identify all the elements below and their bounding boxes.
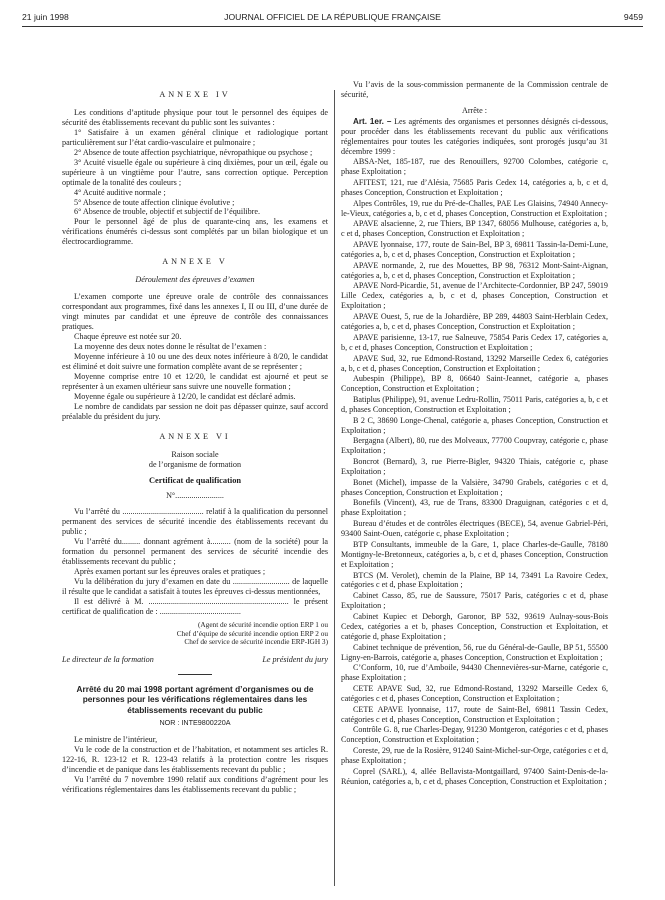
certificate-number: N°........................ xyxy=(166,491,224,501)
arrete-body xyxy=(62,735,328,795)
company-name-label: Raison sociale xyxy=(171,449,219,459)
list-item: Cabinet Casso, 85, rue de Saussure, 75017 Paris, catégories c et d, phase Exploitation ; xyxy=(341,591,608,611)
right-column xyxy=(341,80,608,788)
option-line: (Agent de sécurité incendie option ERP 1 ou xyxy=(197,619,328,629)
paragraph: Vu l’avis de la sous-commission permanente de la Commission centrale de sécurité, xyxy=(341,80,608,99)
paragraph: 4° Acuité auditive normale ; xyxy=(74,187,166,197)
certificate-title: Certificat de qualification xyxy=(148,476,242,486)
paragraph: 2° Absence de toute affection psychiatrique, névropathique ou psychose ; xyxy=(74,147,313,157)
list-item: Alpes Contrôles, 19, rue du Pré-de-Challes, PAE Les Glaisins, 74940 Annecy-le-Vieux, catégories a, b, c et d, phases Conception, Construction et Exploitation ; xyxy=(341,198,608,218)
list-item: B 2 C, 38690 Longe-Chenal, catégorie a, phases Conception, Construction et Exploitation ; xyxy=(341,415,608,435)
paragraph: Le nombre de candidats par session ne doit pas dépasser quinze, sauf accord préalable du président du jury. xyxy=(62,401,328,421)
paragraph: Moyenne inférieure à 10 ou une des deux notes inférieure à 8/20, le candidat est éliminé et doit suivre une formation complète avant de se représenter ; xyxy=(62,351,328,371)
certificate-body xyxy=(62,507,328,616)
certificate-options xyxy=(62,621,328,647)
arrete-title: Arrêté du 20 mai 1998 portant agrément d’organismes ou de personnes pour les vérifications réglementaires dans les établissements recevant du public xyxy=(76,684,314,715)
paragraph: 6° Absence de trouble, objectif et subjectif de l’équilibre. xyxy=(74,207,260,217)
header-rule xyxy=(22,26,643,27)
section-separator xyxy=(178,674,212,675)
list-item: BTCS (M. Verolet), chemin de la Plaine, BP 14, 73491 La Ravoire Cedex, catégories c et d, phase Exploitation ; xyxy=(341,570,608,590)
paragraph: Le ministre de l’intérieur, xyxy=(74,734,158,744)
signature-director: Le directeur de la formation xyxy=(62,655,154,665)
list-item: APAVE normande, 2, rue des Mouettes, BP 98, 76312 Mont-Saint-Aignan, catégories a, b, c et d, phases Conception, Construction et Exploitation ; xyxy=(341,260,608,280)
paragraph: 5° Absence de toute affection clinique évolutive ; xyxy=(74,197,235,207)
paragraph: Vu la délibération du jury d’examen en date du ............................ de laquelle il résulte que le candidat a satisfait à toutes les épreuves ci-dessus mentionnées, xyxy=(62,577,328,596)
annex-4-body xyxy=(62,108,328,247)
paragraph: Il est délivré à M. ..................................................................... le présent certificat de qualification de : ........................................ xyxy=(62,596,328,616)
list-item: Bonefils (Vincent), 43, rue de Trans, 83300 Draguignan, catégories c et d, phase Exploitation ; xyxy=(341,498,608,518)
article-1 xyxy=(341,117,608,157)
article-label: Art. 1er. – xyxy=(353,116,392,126)
list-item: CETE APAVE Sud, 32, rue Edmond-Rostand, 13292 Marseille Cedex 6, catégories c et d, phases Conception, Construction et Exploitation ; xyxy=(341,684,608,703)
list-item: BTP Consultants, immeuble de la Gare, 1, place Charles-de-Gaulle, 78180 Montigny-le-Bretonneux, catégories a, b, c et d, phases Conception, Construction et Exploitation ; xyxy=(341,539,608,569)
paragraph: Moyenne égale ou supérieure à 12/20, le candidat est déclaré admis. xyxy=(74,391,296,401)
paragraph: Moyenne comprise entre 10 et 12/20, le candidat est ajourné et peut se représenter à un examen ultérieur sans suivre une nouvelle formation ; xyxy=(62,371,328,391)
header-date: 21 juin 1998 xyxy=(22,12,69,22)
list-item: C’Conform, 10, rue d’Amboile, 94430 Chennevières-sur-Marne, catégorie c, phase Exploitation ; xyxy=(341,663,608,683)
option-line: Chef de service de sécurité incendie ERP-IGH 3) xyxy=(184,637,328,647)
list-item: Bergagna (Albert), 80, rue des Molveaux, 77700 Coupvray, catégorie c, phase Exploitation ; xyxy=(341,436,608,456)
list-item: Cabinet Kupiec et Deborgh, Garonor, BP 532, 93619 Aulnay-sous-Bois Cedex, catégories a et b, phases Conception, Construction et Exploitation, et catégorie d, phase Exploitation ; xyxy=(341,611,608,641)
column-divider xyxy=(334,90,335,886)
paragraph: Chaque épreuve est notée sur 20. xyxy=(74,332,182,342)
paragraph: Vu le code de la construction et de l’habitation, et notamment ses articles R. 122-16, R. 123-12 et R. 123-43 relatifs à la protection contre les risques d’incendie et de panique dans les établissements recevant du public ; xyxy=(62,744,328,774)
nor-reference: NOR : INTE9800220A xyxy=(159,717,231,727)
paragraph: L’examen comporte une épreuve orale de contrôle des connaissances correspondant aux programmes, fixé dans les annexes I, II ou III, d’une durée de vingt minutes par candidat et une épreuve de contrôle des connaissances pratiques. xyxy=(62,292,328,332)
header-page-number: 9459 xyxy=(623,12,643,22)
list-item: APAVE lyonnaise, 177, route de Sain-Bel, BP 3, 69811 Tassin-la-Demi-Lune, catégories a, b, c et d, phases Conception, Construction et Exploitation ; xyxy=(341,240,608,260)
annex-5-title: ANNEXE V xyxy=(162,257,228,267)
paragraph: Pour le personnel âgé de plus de quarante-cinq ans, les examens et vérifications énumérés ci-dessus sont complétés par un bilan biologique et un électrocardiogramme. xyxy=(62,217,328,247)
page-header xyxy=(22,10,643,26)
list-item: Batiplus (Philippe), 91, avenue Ledru-Rollin, 75011 Paris, catégories a, b, c et d, phases Conception, Construction et Exploitation ; xyxy=(341,394,608,414)
organisms-list xyxy=(341,157,608,786)
paragraph: 3° Acuité visuelle égale ou supérieure à cinq dixièmes, pour un œil, égale ou supérieure à un vingtième pour l’autre, sans correction optique. Perception optimale de la tonalité des couleurs ; xyxy=(62,157,328,187)
annex-5-body xyxy=(62,292,328,421)
list-item: Bonet (Michel), impasse de la Valsière, 34790 Grabels, catégories c et d, phases Conception, Construction et Exploitation ; xyxy=(341,477,608,497)
list-item: Boncrot (Bernard), 3, rue Pierre-Bigler, 94320 Thiais, catégorie c, phase Exploitation ; xyxy=(341,457,608,477)
list-item: Cabinet technique de prévention, 56, rue du Général-de-Gaulle, BP 51, 55500 Ligny-en-Barrois, catégorie a, phases Conception, Construction et Exploitation ; xyxy=(341,642,608,662)
list-item: Contrôle G. 8, rue Charles-Degay, 91230 Montgeron, catégories c et d, phases Conception, Construction et Exploitation ; xyxy=(341,725,608,745)
list-item: Bureau d’études et de contrôles électriques (BECE), 54, avenue Gabriel-Péri, 93400 Saint-Ouen, catégorie c, phase Exploitation ; xyxy=(341,519,608,539)
option-line: Chef d’équipe de sécurité incendie option ERP 2 ou xyxy=(176,628,328,638)
left-column xyxy=(62,84,328,794)
list-item: Coreste, 29, rue de la Rosière, 91240 Saint-Michel-sur-Orge, catégories c et d, phase Exploitation ; xyxy=(341,746,608,766)
paragraph: Les conditions d’aptitude physique pour tout le personnel des équipes de sécurité des établissements recevant du public sont les suivantes : xyxy=(62,107,328,127)
annex-5-subtitle: Déroulement des épreuves d’examen xyxy=(135,275,255,285)
paragraph: Vu l’arrêté du ........................................ relatif à la qualification du personnel permanent des services de sécurité incendie des établissements recevant du public ; xyxy=(62,507,328,537)
list-item: APAVE parisienne, 13-17, rue Salneuve, 75854 Paris Cedex 17, catégories a, b, c et d, phases Conception, Construction et Exploitation ; xyxy=(341,332,608,352)
signature-jury-president: Le président du jury xyxy=(262,655,328,665)
arrete-heading: Arrête : xyxy=(461,105,488,115)
list-item: ABSA-Net, 185-187, rue des Renouillers, 92700 Colombes, catégorie c, phase Exploitation ; xyxy=(341,157,608,177)
paragraph: Après examen portant sur les épreuves orales et pratiques ; xyxy=(74,567,266,577)
annex-6-title: ANNEXE VI xyxy=(159,431,231,441)
list-item: APAVE Sud, 32, rue Edmond-Rostand, 13292 Marseille Cedex 6, catégories a, b, c et d, phases Conception, Construction et Exploitation ; xyxy=(341,353,608,373)
paragraph: 1° Satisfaire à un examen général clinique et radiologique portant particulièrement sur l’état cardio-vasculaire et pulmonaire ; xyxy=(62,127,328,147)
paragraph: La moyenne des deux notes donne le résultat de l’examen : xyxy=(74,341,267,351)
annex-4-title: ANNEXE IV xyxy=(159,90,231,99)
list-item: APAVE alsacienne, 2, rue Thiers, BP 1347, 68056 Mulhouse, catégories a, b, c et d, phases Conception, Construction et Exploitation ; xyxy=(341,219,608,239)
list-item: CETE APAVE lyonnaise, 117, route de Saint-Bel, 69811 Tassin Cedex, catégories c et d, phases Conception, Construction et Exploitation ; xyxy=(341,704,608,724)
article-text: Les agréments des organismes et personnes désignés ci-dessous, pour procéder dans les établissements recevant du public aux vérifications réglementaires pour toutes les catégories indiquées, sont prorogés jusqu’au 31 décembre 1999 : xyxy=(341,116,608,156)
list-item: APAVE Nord-Picardie, 51, avenue de l’Architecte-Cordonnier, BP 247, 59019 Lille Cedex, catégories a, b, c et d, phases Conception, Construction et Exploitation ; xyxy=(341,281,608,311)
signatures xyxy=(62,655,328,665)
paragraph: Vu l’arrêté du 7 novembre 1990 relatif aux conditions d’agrément pour les vérifications réglementaires dans les établissements recevant du public ; xyxy=(62,774,328,794)
header-title: JOURNAL OFFICIEL DE LA RÉPUBLIQUE FRANÇAISE xyxy=(224,12,441,22)
list-item: AFITEST, 121, rue d’Alésia, 75685 Paris Cedex 14, catégories a, b, c et d, phases Conception, Construction et Exploitation ; xyxy=(341,177,608,197)
list-item: Coprel (SARL), 4, allée Bellavista-Montgaillard, 97400 Saint-Denis-de-la-Réunion, catégories a, b, c et d, phases Conception, Construction et Exploitation ; xyxy=(341,766,608,786)
paragraph: Vu l’arrêté du......... donnant agrément à.......... (nom de la société) pour la formation du personnel permanent des services de sécurité incendie des établissements recevant du public ; xyxy=(62,537,328,567)
list-item: APAVE Ouest, 5, rue de la Johardière, BP 289, 44803 Saint-Herblain Cedex, catégories a, b, c et d, phases Conception, Construction et Exploitation ; xyxy=(341,312,608,332)
list-item: Aubespin (Philippe), BP 8, 06640 Saint-Jeannet, catégorie a, phases Conception, Construction et Exploitation ; xyxy=(341,374,608,394)
organization-label: de l’organisme de formation xyxy=(148,459,242,469)
